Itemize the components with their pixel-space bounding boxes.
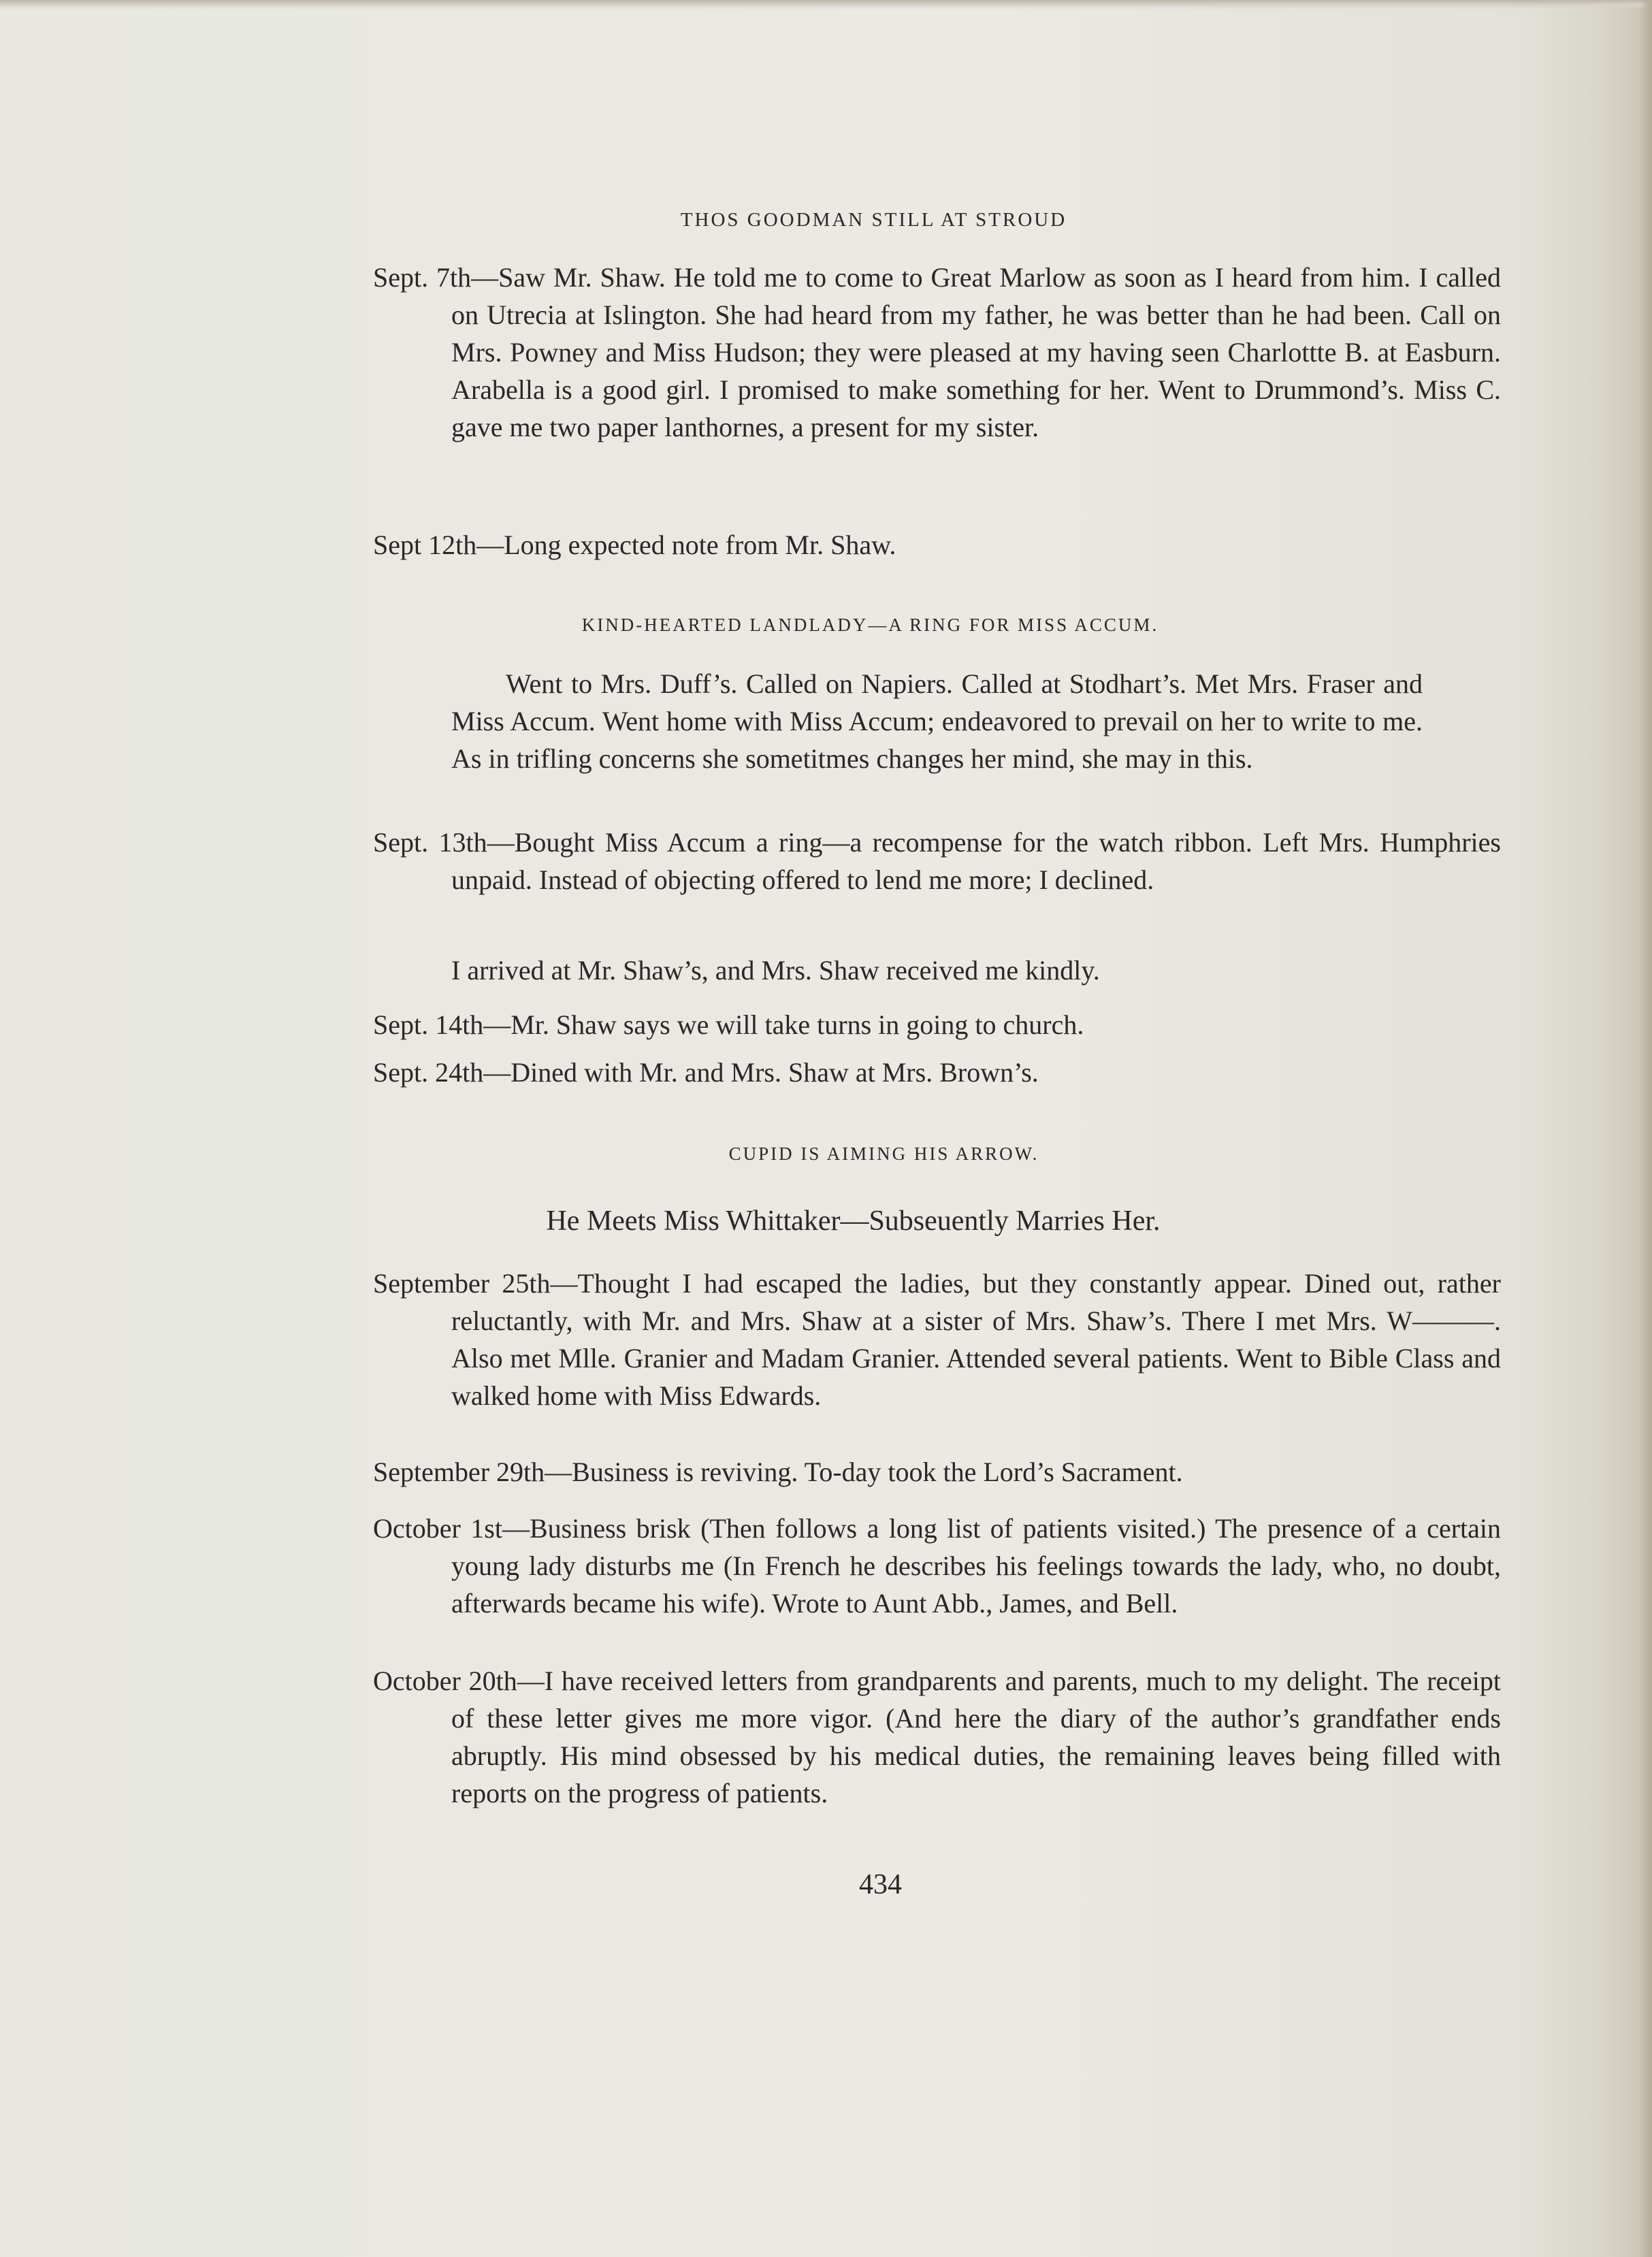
diary-entry-sept-7: Sept. 7th—Saw Mr. Shaw. He told me to come to Great Marlow as soon as I heard from him. I called on Utrecia at Islington. She had heard from my father, he was better than he had been. Call on Mrs. Powney and Miss Hudson; they were pleased at my having seen Charlottte B. at Easburn. Arabella is a good girl. I promised to make something for her. Went to Drummond’s. Miss C. gave me two paper lanthornes, a present for my sister.	[373, 262, 1501, 442]
page-binding-edge	[1640, 0, 1652, 2257]
section-heading-cupid: CUPID IS AIMING HIS ARROW.	[728, 1143, 1039, 1164]
diary-entry-oct-20: October 20th—I have received letters from grandparents and parents, much to my delight. The receipt of these letter gives me more vigor. (And here the diary of the author’s grandfather ends abruptly. His mind obsessed by his medical duties, the remaining leaves being filled with reports on the progress of patients.	[373, 1666, 1501, 1808]
paragraph-arrived-shaws: I arrived at Mr. Shaw’s, and Mrs. Shaw received me kindly.	[451, 955, 1100, 986]
page-top-shadow	[0, 0, 1652, 10]
page-number: 434	[859, 1869, 902, 1900]
diary-entry-sept-29: September 29th—Business is reviving. To-day took the Lord’s Sacrament.	[373, 1457, 1183, 1487]
diary-entry-sept-24: Sept. 24th—Dined with Mr. and Mrs. Shaw at Mrs. Brown’s.	[373, 1057, 1039, 1088]
diary-entry-oct-1: October 1st—Business brisk (Then follows a long list of patients visited.) The presence of a certain young lady disturbs me (In French he describes his feelings towards the lady, who, no doubt, afterwards became his wife). Wrote to Aunt Abb., James, and Bell.	[373, 1513, 1501, 1619]
diary-entry-sept-14: Sept. 14th—Mr. Shaw says we will take turns in going to church.	[373, 1009, 1084, 1040]
section-subheading-whittaker: He Meets Miss Whittaker—Subseuently Marries Her.	[546, 1205, 1161, 1237]
diary-entry-sept-13: Sept. 13th—Bought Miss Accum a ring—a recompense for the watch ribbon. Left Mrs. Humphries unpaid. Instead of objecting offered to lend me more; I declined.	[373, 827, 1501, 895]
paragraph-duffs: Went to Mrs. Duff’s. Called on Napiers. Called at Stodhart’s. Met Mrs. Fraser and Miss Accum. Went home with Miss Accum; endeavored to prevail on her to write to me. As in trifling concerns she sometitmes changes her mind, she may in this.	[451, 668, 1423, 774]
running-head: THOS GOODMAN STILL AT STROUD	[680, 209, 1067, 231]
diary-entry-sept-25: September 25th—Thought I had escaped the ladies, but they constantly appear. Dined out, rather reluctantly, with Mr. and Mrs. Shaw at a sister of Mrs. Shaw’s. There I met Mrs. W———. Also met Mlle. Granier and Madam Granier. Attended several patients. Went to Bible Class and walked home with Miss Edwards.	[373, 1268, 1501, 1411]
section-heading-landlady: KIND-HEARTED LANDLADY—A RING FOR MISS ACCUM.	[581, 615, 1159, 635]
diary-entry-sept-12: Sept 12th—Long expected note from Mr. Shaw.	[373, 530, 896, 560]
